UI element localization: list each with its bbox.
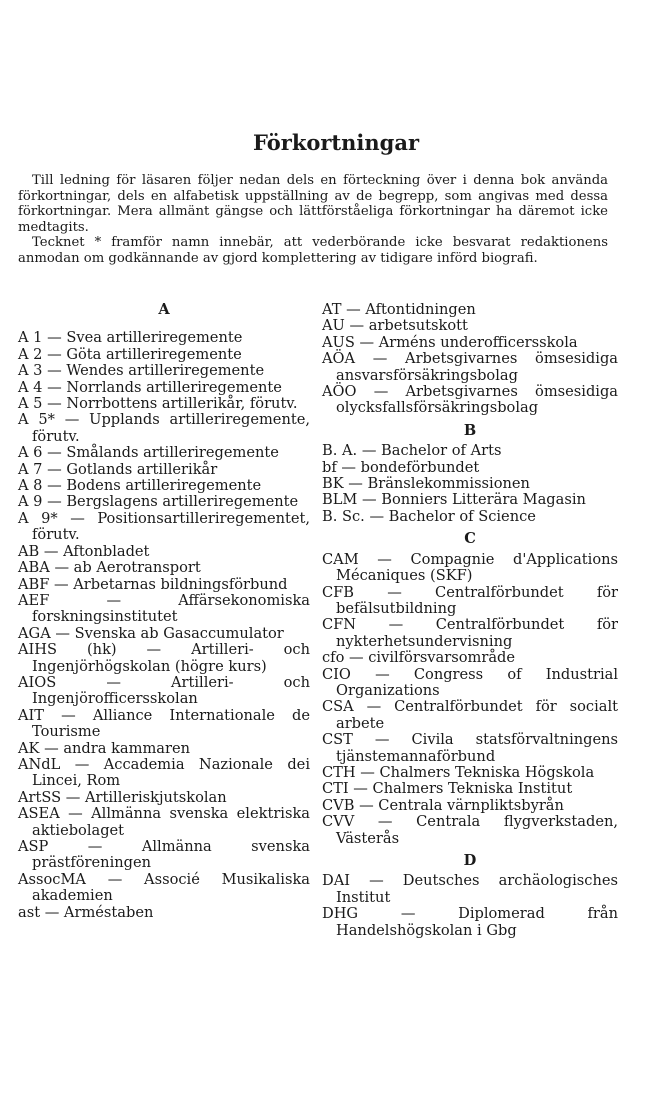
abbreviation-entry: ASP — Allmänna svenska prästföreningen xyxy=(18,838,310,872)
abbreviation-entry: CFN — Centralförbundet för nykterhetsundervisning xyxy=(322,616,618,650)
section-letter-a: A xyxy=(158,301,170,318)
section-letter-d: D xyxy=(463,852,477,869)
abbreviation-entry: AU — arbetsutskott xyxy=(322,317,468,335)
abbreviation-entry: BK — Bränslekommissionen xyxy=(322,475,530,493)
abbreviation-entry: AK — andra kammaren xyxy=(18,739,191,757)
abbreviation-entry: AIHS (hk) — Artilleri- och Ingenjörhögskolan (högre kurs) xyxy=(18,641,310,675)
abbreviation-entry: CTI — Chalmers Tekniska Institut xyxy=(322,780,573,798)
abbreviation-entry: ASEA — Allmänna svenska elektriska aktiebolaget xyxy=(18,805,310,839)
abbreviation-entry: AIOS — Artilleri- och Ingenjörofficersskolan xyxy=(18,673,310,708)
introduction xyxy=(18,173,608,267)
abbreviation-entry: CTH — Chalmers Tekniska Högskola xyxy=(322,763,595,781)
abbreviation-entry: AGA — Svenska ab Gasaccumulator xyxy=(18,624,284,642)
abbreviation-entry: A 2 — Göta artilleriregemente xyxy=(18,345,242,363)
abbreviation-entry: AssocMA — Associé Musikaliska akademien xyxy=(18,870,310,905)
abbreviation-entry: AB — Aftonbladet xyxy=(18,542,150,560)
abbreviation-entry: DAI — Deutsches archäologisches Institut xyxy=(322,872,618,906)
abbreviation-entry: CVB — Centrala värnpliktsbyrån xyxy=(322,796,564,814)
abbreviation-entry: bf — bondeförbundet xyxy=(322,458,480,476)
abbreviation-entry: ast — Arméstaben xyxy=(18,903,154,921)
abbreviation-entry: DHG — Diplomerad från Handelshögskolan i Gbg xyxy=(322,905,618,939)
abbreviation-entry: CSA — Centralförbundet för socialt arbete xyxy=(322,698,618,732)
abbreviation-entry: B. Sc. — Bachelor of Science xyxy=(322,507,536,525)
abbreviation-entry: A 5* — Upplands artilleriregemente, förutv. xyxy=(18,411,310,445)
abbreviation-entry: cfo — civilförsvarsområde xyxy=(322,649,515,667)
abbreviation-entry: A 4 — Norrlands artilleriregemente xyxy=(18,378,282,396)
abbreviation-entry: CIO — Congress of Industrial Organizations xyxy=(322,665,618,699)
abbreviation-entry: A 9 — Bergslagens artilleriregemente xyxy=(18,493,299,511)
abbreviation-entry: AEF — Affärsekonomiska forskningsinstitutet xyxy=(18,591,310,626)
abbreviation-entry: CST — Civila statsförvaltningens tjänstemannaförbund xyxy=(322,731,618,765)
abbreviation-entry: AT — Aftontidningen xyxy=(322,301,476,318)
abbreviation-entry: A 7 — Gotlands artillerikår xyxy=(18,460,218,478)
abbreviation-entry: BLM — Bonniers Litterära Magasin xyxy=(322,491,586,509)
abbreviation-entry: ABA — ab Aerotransport xyxy=(18,559,201,577)
abbreviation-entry: AÖO — Arbetsgivarnes ömsesidiga olycksfallsförsäkringsbolag xyxy=(322,383,618,417)
abbreviation-entry: A 5 — Norrbottens artillerikår, förutv. xyxy=(18,395,298,413)
abbreviation-entry: ArtSS — Artilleriskjutskolan xyxy=(18,788,227,806)
abbreviation-entry: AUS — Arméns underofficersskola xyxy=(322,333,578,351)
abbreviation-entry: A 6 — Smålands artilleriregemente xyxy=(18,444,279,462)
abbreviation-entry: A 8 — Bodens artilleriregemente xyxy=(18,477,262,495)
abbreviation-entry: B. A. — Bachelor of Arts xyxy=(322,442,502,460)
intro-paragraph: Tecknet * framför namn innebär, att vederbörande icke besvarat redaktionens anmodan om godkännande av gjord komplettering av tidigare införd biografi. xyxy=(18,235,608,266)
abbreviation-entry: CAM — Compagnie d'Applications Mécaniques (SKF) xyxy=(322,550,618,585)
abbreviation-entry: ANdL — Accademia Nazionale dei Lincei, Rom xyxy=(18,755,310,790)
abbreviation-entry: CVV — Centrala flygverkstaden, Västerås xyxy=(322,813,618,847)
left-column xyxy=(18,302,310,921)
abbreviation-entry: A 1 — Svea artilleriregemente xyxy=(18,329,243,347)
intro-paragraph: Till ledning för läsaren följer nedan dels en förteckning över i denna bok använda förkortningar, dels en alfabetisk uppställning av de begrepp, som angivas med dessa förkortningar. Mera allmänt gängse och lättförståeliga förkortningar ha däremot icke medtagits. xyxy=(18,173,608,235)
section-letter-b: B xyxy=(463,421,477,439)
section-letter-c: C xyxy=(464,530,476,548)
abbreviation-entry: AÖA — Arbetsgivarnes ömsesidiga ansvarsförsäkringsbolag xyxy=(322,350,618,384)
right-column xyxy=(322,302,618,939)
page-title: Förkortningar xyxy=(252,130,420,155)
abbreviation-entry: ABF — Arbetarnas bildningsförbund xyxy=(18,575,288,593)
abbreviation-entry: A 9* — Positionsartilleriregementet, förutv. xyxy=(18,509,310,544)
abbreviation-entry: A 3 — Wendes artilleriregemente xyxy=(18,362,265,380)
abbreviation-entry: AIT — Alliance Internationale de Tourisme xyxy=(18,706,310,741)
abbreviation-entry: CFB — Centralförbundet för befälsutbildning xyxy=(322,583,618,617)
